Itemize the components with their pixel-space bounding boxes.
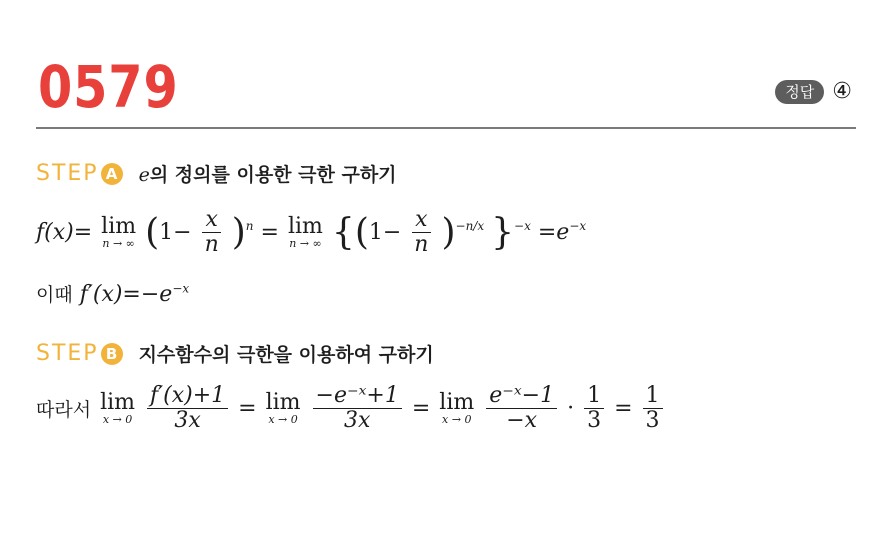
limit-x-1: lim x → 0 bbox=[100, 389, 135, 426]
limit-x-2: lim x → 0 bbox=[265, 389, 301, 426]
equation-fx: f(x)= lim n → ∞ (1− $\frac{x}{n}$ )$^n$ = lim n → ∞ {(1− $\frac{x}{n}$ )$^{-n/x}$ }$^{-x} =e^{-x}$ bbox=[36, 207, 587, 257]
fx-lhs: f(x)= bbox=[36, 220, 93, 245]
thus-prefix: 따라서 bbox=[36, 399, 92, 421]
one-minus: 1− bbox=[159, 220, 192, 245]
limit-x-3: lim x → 0 bbox=[439, 389, 475, 426]
limit-n: lim n → ∞ bbox=[101, 213, 137, 250]
fraction-2: $\frac{\text{−e⁻ˣ+1}}{3x}$ bbox=[313, 384, 402, 433]
equation-derivative: 이때 $f'(x)=-e^{-x}$ bbox=[36, 281, 190, 307]
answer-badge: 정답 bbox=[775, 80, 824, 104]
fraction-x-over-n-2: $\frac{x}{n}$ bbox=[411, 208, 431, 257]
exp-neg-n-over-x: −n/x bbox=[455, 219, 485, 234]
step-b-header bbox=[36, 340, 434, 367]
then-prefix: 이때 bbox=[36, 284, 73, 306]
step-b-label: STEP bbox=[36, 341, 99, 366]
answer-section bbox=[775, 80, 852, 104]
step-a-title-rest: 의 정의를 이용한 극한 구하기 bbox=[149, 164, 397, 186]
answer-value: ④ bbox=[832, 79, 852, 104]
step-a-title-var: e bbox=[138, 164, 150, 186]
step-a-letter: A bbox=[101, 163, 123, 185]
step-a-header bbox=[36, 160, 397, 187]
header-divider bbox=[36, 127, 856, 129]
problem-number: 0579 bbox=[38, 53, 179, 121]
equation-limit: 따라서 lim x → 0 $\frac{f'(x)+1}{3x}$ = lim x → 0 $\frac{\text{−e⁻ˣ+1}}{3x}$ = lim x → 0 $\frac{\text{e⁻ˣ−1}}{-x}$ · $\frac{1}{3}$ = $\frac{1}{3}$ bbox=[36, 384, 666, 433]
step-a-title bbox=[139, 160, 397, 187]
fraction-one-third: $\frac{1}{3}$ bbox=[584, 384, 604, 433]
fraction-one-third-result: $\frac{1}{3}$ bbox=[643, 384, 663, 433]
step-b-letter: B bbox=[101, 343, 123, 365]
fraction-3: $\frac{\text{e⁻ˣ−1}}{-x}$ bbox=[486, 384, 557, 433]
step-b-title: 지수함수의 극한을 이용하여 구하기 bbox=[138, 344, 434, 366]
fprime: f′(x)=−e bbox=[79, 282, 173, 307]
exp-neg-x: −x bbox=[514, 219, 531, 234]
step-a-label: STEP bbox=[36, 161, 99, 186]
exp-n: n bbox=[245, 219, 254, 234]
fraction-x-over-n: $\frac{x}{n}$ bbox=[202, 208, 222, 257]
limit-n-2: lim n → ∞ bbox=[287, 213, 323, 250]
fraction-1: $\frac{f'(x)+1}{3x}$ bbox=[147, 384, 228, 433]
